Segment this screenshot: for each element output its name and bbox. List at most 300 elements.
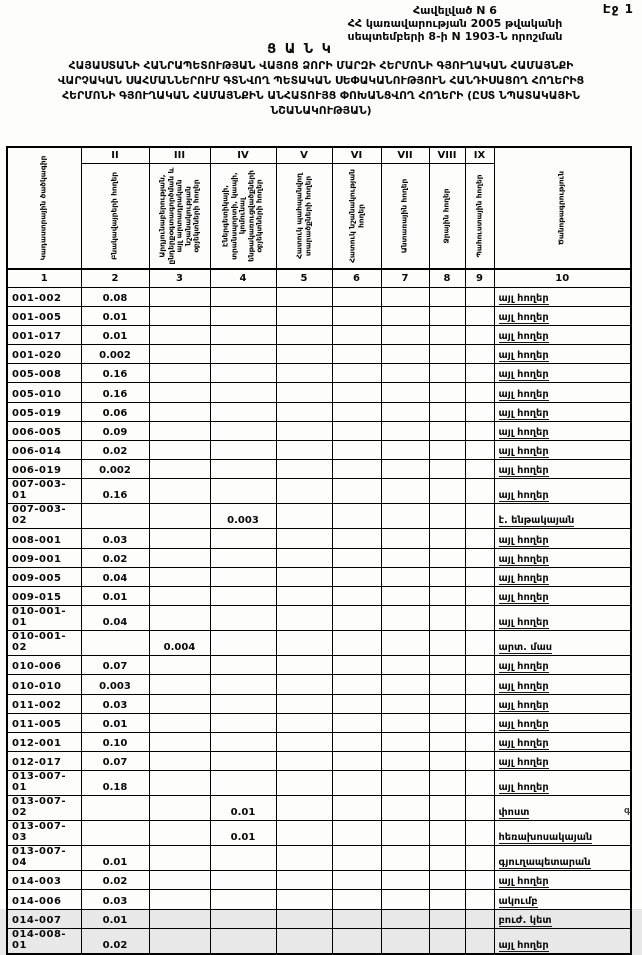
colnum-3: 3	[149, 269, 210, 287]
row-value-2: 0.02	[81, 441, 149, 460]
row-code: 009-015	[7, 586, 81, 605]
row-value-5	[276, 479, 332, 504]
row-value-6	[332, 631, 381, 656]
row-value-4	[210, 675, 276, 694]
row-value-4	[210, 460, 276, 479]
row-value-8	[429, 586, 465, 605]
numeral-col-4: IV	[210, 147, 276, 163]
row-value-9	[465, 694, 494, 713]
row-note: այլ հողեր	[494, 752, 631, 771]
row-value-7	[381, 529, 429, 548]
row-value-2: 0.01	[81, 713, 149, 732]
row-value-6	[332, 548, 381, 567]
row-value-2: 0.01	[81, 909, 149, 928]
row-note: այլ հողեր	[494, 656, 631, 675]
row-value-9	[465, 548, 494, 567]
row-value-3	[149, 441, 210, 460]
row-code: 013-007-03	[7, 821, 81, 846]
row-value-5	[276, 713, 332, 732]
row-value-8	[429, 383, 465, 402]
row-value-5	[276, 771, 332, 796]
row-code: 001-005	[7, 306, 81, 325]
row-value-8	[429, 567, 465, 586]
row-value-2: 0.002	[81, 345, 149, 364]
subtitle-line-3: ՀԵՐՄՈՆԻ ԳՅՈՒՂԱԿԱՆ ՀԱՄԱՅՆՔԻՆ ԱՆՀԱՏՈՒՅՑ ՓՈԽԱՆՑՎՈՂ ՀՈՂԵՐԻ (ԸՍՏ ՆՊԱՏԱԿԱՅԻՆ	[62, 89, 580, 102]
row-code: 010-001-02	[7, 631, 81, 656]
header-special-purpose-lands: Հատուկ նշանակության հողեր	[332, 163, 381, 269]
row-value-4	[210, 345, 276, 364]
table-row	[7, 383, 631, 402]
subtitle-line-2: ՎԱՐՉԱԿԱՆ ՍԱՀՄԱՆՆԵՐՈՒՄ ԳՏՆՎՈՂ ՊԵՏԱԿԱՆ ՍԵՓԱԿԱՆՈՒԹՅՈՒՆ ՀԱՆԴԻՍԱՑՈՂ ՀՈՂԵՐԻՑ	[57, 74, 585, 87]
row-value-4	[210, 479, 276, 504]
row-value-9	[465, 675, 494, 694]
row-value-4	[210, 402, 276, 421]
table-row	[7, 460, 631, 479]
row-value-2: 0.07	[81, 656, 149, 675]
row-value-9	[465, 460, 494, 479]
column-number-row	[7, 269, 631, 287]
row-code: 001-017	[7, 325, 81, 344]
row-value-5	[276, 675, 332, 694]
row-value-4	[210, 713, 276, 732]
table-row	[7, 548, 631, 567]
numeral-col-8: VIII	[429, 147, 465, 163]
table-row	[7, 402, 631, 421]
row-value-5	[276, 846, 332, 871]
subtitle-line-1: ՀԱՅԱՍՏԱՆԻ ՀԱՆՐԱՊԵՏՈՒԹՅԱՆ ՎԱՅՈՑ ՁՈՐԻ ՄԱՐԶԻ ՀԵՐՄՈՆԻ ԳՅՈՒՂԱԿԱՆ ՀԱՄԱՅՆՔԻ	[68, 59, 574, 72]
row-value-2: 0.01	[81, 325, 149, 344]
row-note: այլ հողեր	[494, 606, 631, 631]
row-value-8	[429, 752, 465, 771]
row-value-2: 0.06	[81, 402, 149, 421]
row-value-9	[465, 441, 494, 460]
row-value-6	[332, 460, 381, 479]
row-note: է. ենթակայան	[494, 504, 631, 529]
row-value-7	[381, 752, 429, 771]
row-code: 006-005	[7, 421, 81, 440]
row-value-7	[381, 586, 429, 605]
row-value-6	[332, 821, 381, 846]
row-code: 009-001	[7, 548, 81, 567]
row-value-4	[210, 732, 276, 751]
row-value-4	[210, 529, 276, 548]
row-note: արտ. մաս	[494, 631, 631, 656]
row-value-9	[465, 504, 494, 529]
row-value-9	[465, 752, 494, 771]
row-value-7	[381, 441, 429, 460]
table-row	[7, 504, 631, 529]
row-value-6	[332, 656, 381, 675]
row-value-9	[465, 306, 494, 325]
row-value-8	[429, 821, 465, 846]
row-value-9	[465, 771, 494, 796]
row-note: այլ հողեր	[494, 345, 631, 364]
row-value-4	[210, 846, 276, 871]
row-value-3	[149, 460, 210, 479]
row-value-2: 0.16	[81, 479, 149, 504]
row-value-3	[149, 606, 210, 631]
row-value-6	[332, 909, 381, 928]
row-value-3	[149, 529, 210, 548]
row-value-4	[210, 656, 276, 675]
row-value-6	[332, 890, 381, 909]
row-code: 005-010	[7, 383, 81, 402]
row-value-6	[332, 402, 381, 421]
row-code: 014-007	[7, 909, 81, 928]
row-value-3	[149, 909, 210, 928]
header-note	[494, 147, 631, 269]
row-value-2: 0.07	[81, 752, 149, 771]
row-value-9	[465, 821, 494, 846]
row-value-2: 0.003	[81, 675, 149, 694]
appendix-reference	[288, 4, 622, 43]
table-row	[7, 871, 631, 890]
row-value-7	[381, 675, 429, 694]
table-row	[7, 656, 631, 675]
row-value-2: 0.16	[81, 383, 149, 402]
row-value-2: 0.10	[81, 732, 149, 751]
row-value-8	[429, 504, 465, 529]
table-row	[7, 421, 631, 440]
row-value-7	[381, 306, 429, 325]
row-value-8	[429, 402, 465, 421]
row-value-4	[210, 364, 276, 383]
row-value-8	[429, 421, 465, 440]
row-value-3	[149, 732, 210, 751]
row-value-9	[465, 928, 494, 954]
row-value-2	[81, 796, 149, 821]
table-row	[7, 306, 631, 325]
row-note: այլ հողեր	[494, 402, 631, 421]
table-row	[7, 631, 631, 656]
row-value-2: 0.04	[81, 567, 149, 586]
row-value-6	[332, 421, 381, 440]
row-value-9	[465, 871, 494, 890]
row-code: 014-003	[7, 871, 81, 890]
row-value-2: 0.18	[81, 771, 149, 796]
row-value-9	[465, 713, 494, 732]
row-value-5	[276, 732, 332, 751]
header-protected-lands: Հատուկ պահպանվող տարածքների հողեր	[276, 163, 332, 269]
table-row	[7, 909, 631, 928]
row-value-8	[429, 732, 465, 751]
row-value-9	[465, 796, 494, 821]
row-value-8	[429, 928, 465, 954]
row-note: այլ հողեր	[494, 771, 631, 796]
appendix-line-1: Հավելված N 6	[413, 4, 497, 17]
row-value-9	[465, 846, 494, 871]
row-value-4	[210, 548, 276, 567]
row-value-8	[429, 631, 465, 656]
numeral-col-5: V	[276, 147, 332, 163]
table-row	[7, 586, 631, 605]
row-value-2: 0.03	[81, 694, 149, 713]
row-value-5	[276, 928, 332, 954]
row-value-3	[149, 586, 210, 605]
row-note: այլ հողեր	[494, 364, 631, 383]
row-code: 008-001	[7, 529, 81, 548]
row-value-8	[429, 796, 465, 821]
row-code: 014-006	[7, 890, 81, 909]
table-row	[7, 890, 631, 909]
row-code: 007-003-01	[7, 479, 81, 504]
row-code: 011-005	[7, 713, 81, 732]
colnum-8: 8	[429, 269, 465, 287]
row-value-2: 0.02	[81, 871, 149, 890]
row-value-3	[149, 306, 210, 325]
row-value-8	[429, 364, 465, 383]
row-value-8	[429, 846, 465, 871]
row-value-4	[210, 567, 276, 586]
row-value-7	[381, 479, 429, 504]
row-value-6	[332, 529, 381, 548]
row-value-4	[210, 586, 276, 605]
row-value-7	[381, 928, 429, 954]
row-code: 012-001	[7, 732, 81, 751]
row-note: բուժ. կետ	[494, 909, 631, 928]
row-value-9	[465, 383, 494, 402]
numeral-col-7: VII	[381, 147, 429, 163]
row-value-9	[465, 567, 494, 586]
row-value-3	[149, 846, 210, 871]
row-value-5	[276, 548, 332, 567]
row-value-4: 0.01	[210, 796, 276, 821]
row-value-7	[381, 325, 429, 344]
row-value-5	[276, 890, 332, 909]
row-value-5	[276, 306, 332, 325]
row-value-9	[465, 402, 494, 421]
table-row	[7, 821, 631, 846]
row-code: 005-019	[7, 402, 81, 421]
row-value-6	[332, 364, 381, 383]
row-value-6	[332, 606, 381, 631]
row-value-9	[465, 909, 494, 928]
row-note: այլ հողեր	[494, 567, 631, 586]
row-value-4	[210, 421, 276, 440]
row-code: 001-002	[7, 287, 81, 306]
row-note: այլ հողեր	[494, 694, 631, 713]
row-value-7	[381, 909, 429, 928]
row-note: այլ հողեր	[494, 441, 631, 460]
appendix-line-2: ՀՀ կառավարության 2005 թվականի	[347, 17, 563, 30]
row-value-3	[149, 713, 210, 732]
roman-numeral-row	[7, 147, 631, 163]
row-value-3	[149, 821, 210, 846]
row-value-6	[332, 771, 381, 796]
row-value-2: 0.01	[81, 846, 149, 871]
row-value-5	[276, 287, 332, 306]
row-code: 006-014	[7, 441, 81, 460]
row-value-5	[276, 529, 332, 548]
row-value-6	[332, 325, 381, 344]
row-value-7	[381, 796, 429, 821]
row-value-7	[381, 821, 429, 846]
row-value-7	[381, 460, 429, 479]
row-value-7	[381, 694, 429, 713]
row-value-8	[429, 694, 465, 713]
row-value-8	[429, 479, 465, 504]
row-value-4	[210, 631, 276, 656]
row-value-2: 0.03	[81, 890, 149, 909]
colnum-2: 2	[81, 269, 149, 287]
row-value-2: 0.16	[81, 364, 149, 383]
row-value-5	[276, 752, 332, 771]
row-value-6	[332, 306, 381, 325]
row-value-9	[465, 421, 494, 440]
row-note: այլ հողեր	[494, 306, 631, 325]
page-number-marker: Էջ 1	[602, 2, 634, 16]
row-value-6	[332, 479, 381, 504]
row-value-8	[429, 606, 465, 631]
table-row	[7, 771, 631, 796]
row-value-3	[149, 383, 210, 402]
row-value-3	[149, 752, 210, 771]
row-value-7	[381, 713, 429, 732]
row-value-6	[332, 441, 381, 460]
row-value-5	[276, 656, 332, 675]
row-value-8	[429, 325, 465, 344]
row-value-3	[149, 548, 210, 567]
row-value-4	[210, 928, 276, 954]
row-value-4	[210, 441, 276, 460]
numeral-col-9: IX	[465, 147, 494, 163]
row-note: այլ հողեր	[494, 586, 631, 605]
row-code: 001-020	[7, 345, 81, 364]
row-value-8	[429, 675, 465, 694]
row-value-5	[276, 441, 332, 460]
table-row	[7, 325, 631, 344]
row-code: 013-007-01	[7, 771, 81, 796]
row-value-9	[465, 287, 494, 306]
row-value-7	[381, 364, 429, 383]
row-value-7	[381, 606, 429, 631]
row-value-8	[429, 871, 465, 890]
row-value-7	[381, 567, 429, 586]
row-code: 010-010	[7, 675, 81, 694]
row-value-5	[276, 504, 332, 529]
row-value-3	[149, 871, 210, 890]
row-value-6	[332, 694, 381, 713]
row-note: այլ հողեր	[494, 460, 631, 479]
row-value-5	[276, 694, 332, 713]
header-infrastructure-lands: Էներգետիկայի, տրանսպորտի, կապի, կոմունալ ենթակառուցվածքների օբյեկտների հողեր	[210, 163, 276, 269]
row-value-2: 0.09	[81, 421, 149, 440]
row-value-5	[276, 567, 332, 586]
row-value-8	[429, 909, 465, 928]
row-value-8	[429, 460, 465, 479]
row-value-3	[149, 402, 210, 421]
row-note: այլ հողեր	[494, 529, 631, 548]
row-value-6	[332, 383, 381, 402]
colnum-4: 4	[210, 269, 276, 287]
row-value-7	[381, 656, 429, 675]
row-value-5	[276, 631, 332, 656]
row-value-5	[276, 345, 332, 364]
row-value-5	[276, 421, 332, 440]
row-value-8	[429, 287, 465, 306]
row-value-4	[210, 306, 276, 325]
row-value-4	[210, 383, 276, 402]
row-value-7	[381, 345, 429, 364]
row-value-7	[381, 402, 429, 421]
row-code: 013-007-04	[7, 846, 81, 871]
row-value-9	[465, 479, 494, 504]
row-value-6	[332, 796, 381, 821]
row-value-8	[429, 345, 465, 364]
header-forest-lands: Անտառային հողեր	[381, 163, 429, 269]
numeral-col-3: III	[149, 147, 210, 163]
table-row	[7, 846, 631, 871]
row-note: այլ հողեր	[494, 548, 631, 567]
row-value-9	[465, 890, 494, 909]
document-subtitle	[9, 58, 633, 118]
row-value-2: 0.01	[81, 586, 149, 605]
row-value-7	[381, 631, 429, 656]
row-value-2	[81, 821, 149, 846]
row-value-7	[381, 421, 429, 440]
row-value-3	[149, 345, 210, 364]
row-value-4	[210, 694, 276, 713]
row-value-9	[465, 529, 494, 548]
row-value-3	[149, 656, 210, 675]
row-value-5	[276, 383, 332, 402]
row-value-2	[81, 631, 149, 656]
colnum-1: 1	[7, 269, 81, 287]
row-note: այլ հողեր	[494, 928, 631, 954]
row-value-9	[465, 631, 494, 656]
row-value-4	[210, 287, 276, 306]
colnum-10: 10	[494, 269, 631, 287]
row-value-7	[381, 846, 429, 871]
row-value-8	[429, 529, 465, 548]
row-value-9	[465, 606, 494, 631]
row-value-9	[465, 656, 494, 675]
row-value-5	[276, 325, 332, 344]
row-value-6	[332, 567, 381, 586]
row-value-3	[149, 694, 210, 713]
row-value-3	[149, 325, 210, 344]
row-value-4	[210, 606, 276, 631]
row-note: ակումբ	[494, 890, 631, 909]
header-reserve-lands: Պահուստային հողեր	[465, 163, 494, 269]
row-value-2: 0.08	[81, 287, 149, 306]
row-value-2: 0.03	[81, 529, 149, 548]
row-value-6	[332, 846, 381, 871]
row-value-3: 0.004	[149, 631, 210, 656]
table-row	[7, 287, 631, 306]
row-value-7	[381, 771, 429, 796]
row-value-6	[332, 504, 381, 529]
table-row	[7, 694, 631, 713]
row-code: 014-008-01	[7, 928, 81, 954]
table-row	[7, 345, 631, 364]
row-note: այլ հողեր	[494, 383, 631, 402]
header-water-lands: Ջրային հողեր	[429, 163, 465, 269]
row-value-3	[149, 567, 210, 586]
row-code: 006-019	[7, 460, 81, 479]
header-settlement-lands: Բնակավայրերի հողեր	[81, 163, 149, 269]
row-value-8	[429, 656, 465, 675]
row-note: այլ հողեր	[494, 675, 631, 694]
colnum-5: 5	[276, 269, 332, 287]
row-value-7	[381, 548, 429, 567]
row-value-6	[332, 871, 381, 890]
table-row	[7, 796, 631, 821]
row-value-3	[149, 287, 210, 306]
header-cadastral-code-label: Կադաստրային ծածկագիր	[38, 155, 48, 261]
table-row	[7, 529, 631, 548]
header-note-label: Ծանոթագրություն	[556, 171, 566, 245]
